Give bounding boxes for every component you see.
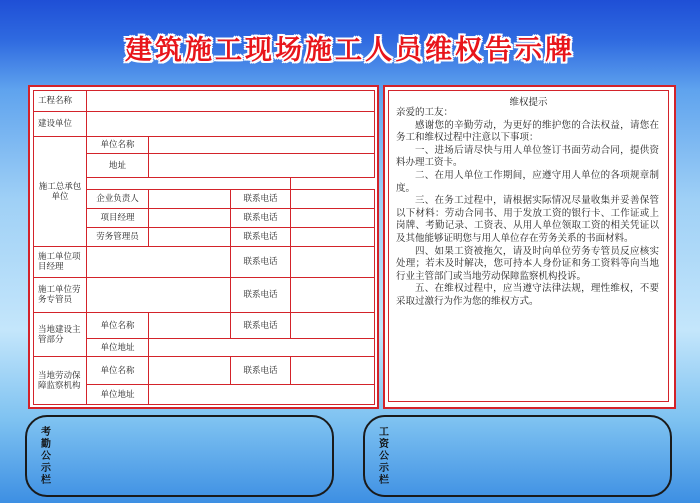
authority-address-label: 单位地址: [87, 339, 149, 357]
page-title: 建筑施工现场施工人员维权告示牌: [125, 35, 575, 66]
table-row: [34, 91, 375, 112]
table-row: [34, 278, 375, 313]
labor-inspection-label: 当地劳动保障监察机构: [34, 357, 87, 405]
notice-paragraph: 五、在维权过程中，应当遵守法律法规，理性维权，不要采取过激行为作为您的维权方式。: [396, 283, 659, 307]
labor-manager-label: 劳务管理员: [87, 228, 149, 247]
attendance-board: [25, 415, 334, 497]
inspection-address-label: 单位地址: [87, 385, 149, 405]
phone-label: 联系电话: [231, 278, 291, 313]
notice-panel: [383, 85, 676, 409]
project-manager-label: 项目经理: [87, 209, 149, 228]
phone-value: [291, 247, 375, 278]
notice-frame: [388, 90, 669, 402]
general-contractor-label: 施工总承包单位: [34, 137, 87, 247]
authority-address-value: [149, 339, 375, 357]
wages-board: [363, 415, 672, 497]
authority-unit-name-label: 单位名称: [87, 313, 149, 339]
info-form-table: [33, 90, 375, 405]
phone-value: [291, 209, 375, 228]
phone-label: 联系电话: [231, 313, 291, 339]
notice-paragraph: 感谢您的辛勤劳动，为更好的维护您的合法权益，请您在务工和维权过程中注意以下事项：: [396, 119, 659, 144]
phone-value: [291, 228, 375, 247]
enterprise-head-value: [149, 190, 231, 209]
table-row: [34, 247, 375, 278]
notice-paragraph: 一、进场后请尽快与用人单位签订书面劳动合同，提供资料办理工资卡。: [396, 144, 659, 169]
phone-value: [291, 313, 375, 339]
contractor-labor-value: [87, 278, 231, 313]
phone-label: 联系电话: [231, 228, 291, 247]
notice-paragraph: 三、在务工过程中，请根据实际情况尽量收集并妥善保管以下材料：劳动合同书、用于发放工资的银行卡、工作证或上岗牌、考勤记录、工资表、从用人单位领取工资的相关凭证以及其他能够证明您与用人单位存在劳务关系的书面材料。: [396, 195, 659, 244]
notice-greeting: 亲爱的工友：: [396, 107, 454, 118]
construction-unit-value: [87, 112, 375, 137]
contractor-labor-label: 施工单位劳务专管员: [34, 278, 87, 313]
contractor-address-value: [149, 154, 375, 178]
table-row: [34, 112, 375, 137]
inspection-address-value: [149, 385, 375, 405]
phone-value: [291, 190, 375, 209]
contractor-pm-value: [87, 247, 231, 278]
project-name-label: 工程名称: [34, 91, 87, 112]
contractor-address-label: 地址: [87, 154, 149, 178]
enterprise-head-label: 企业负责人: [87, 190, 149, 209]
info-form-panel: [28, 85, 379, 409]
inspection-unit-name-label: 单位名称: [87, 357, 149, 385]
project-name-value: [87, 91, 375, 112]
notice-paragraph: 二、在用人单位工作期间，应遵守用人单位的各项规章制度。: [396, 169, 659, 194]
wages-board-label: 工资公示栏: [379, 427, 389, 486]
project-manager-value: [149, 209, 231, 228]
phone-label: 联系电话: [231, 247, 291, 278]
attendance-board-label: 考勤公示栏: [41, 427, 51, 486]
phone-label: 联系电话: [231, 357, 291, 385]
contractor-pm-label: 施工单位项目经理: [34, 247, 87, 278]
labor-manager-value: [149, 228, 231, 247]
notice-body: [389, 107, 668, 309]
table-row: [34, 137, 375, 154]
phone-label: 联系电话: [231, 209, 291, 228]
contractor-unit-name-label: 单位名称: [87, 137, 149, 154]
phone-label: 联系电话: [231, 190, 291, 209]
phone-value: [291, 357, 375, 385]
blank-row: [87, 178, 291, 190]
inspection-unit-name-value: [149, 357, 231, 385]
title-band: [0, 0, 700, 72]
notice-paragraph: 四、如果工资被拖欠，请及时向单位劳务专管员反应核实处理；若未及时解决，您可持本人身份证和务工资料等向当地行业主管部门或当地劳动保障监察机构投诉。: [396, 245, 659, 282]
authority-unit-name-value: [149, 313, 231, 339]
construction-unit-label: 建设单位: [34, 112, 87, 137]
contractor-unit-name-value: [149, 137, 375, 154]
notice-title: 维权提示: [509, 97, 548, 108]
table-row: [34, 357, 375, 385]
local-authority-label: 当地建设主管部分: [34, 313, 87, 357]
phone-value: [291, 278, 375, 313]
table-row: [34, 313, 375, 339]
